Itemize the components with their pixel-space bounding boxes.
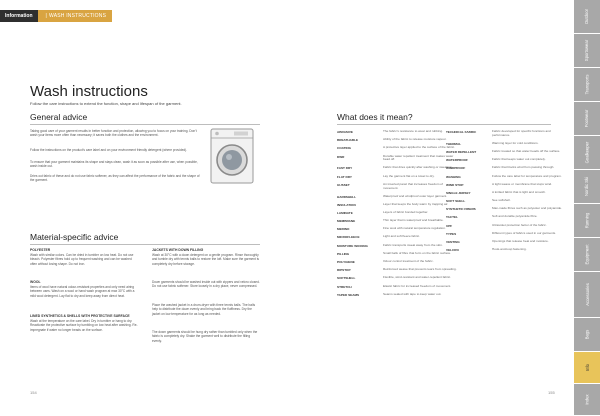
side-tab-outdoor[interactable]: [574, 0, 600, 34]
side-tabs: [574, 0, 600, 416]
glossary-def: Ability of the fabric to release moisture vapour.: [383, 137, 447, 142]
glossary-term: ABRASIVE: [337, 130, 353, 134]
glossary-def: Man-made fibres such as polyester and polyamide.: [492, 206, 562, 211]
glossary-def: Different types of fabrics used in our garments.: [492, 230, 557, 235]
side-tab-nordic-ski[interactable]: [574, 170, 600, 204]
side-tab-label: Equipment: [584, 244, 590, 265]
glossary-def: A protective layer applied to the surface of the fabric.: [383, 145, 456, 150]
glossary-def: Hook-and-loop fastening.: [492, 247, 527, 252]
glossary-def: Seams sealed with tape to keep water out.: [383, 291, 442, 296]
glossary-term: MICROFLEECE: [337, 235, 360, 240]
glossary-term: WINDPROOF: [446, 166, 466, 171]
side-tab-label: Transports: [584, 74, 590, 95]
glossary-term: MERINO: [337, 227, 350, 232]
general-advice-paragraph: Taking good care of your garment results in better function and protection, allowing you to focus on your training. Don't wash your items more often than necessary; it saves both the clothes and the environment.: [30, 129, 197, 138]
glossary-def: Lay the garment flat on a towel to dry.: [383, 173, 435, 178]
glossary-term: FLAT DRY: [337, 174, 352, 179]
side-tab-equipment[interactable]: [574, 238, 600, 272]
glossary-term: COATING: [337, 146, 352, 151]
glossary-def: Fine wool with natural temperature regulation.: [383, 226, 446, 231]
glossary-heading: What does it mean?: [337, 112, 413, 122]
glossary-term: VELCRO: [446, 248, 459, 253]
page-title: Wash instructions: [30, 83, 148, 100]
glossary-term: SYNTHETIC FIBERS: [446, 207, 476, 212]
material-title: WOOL: [30, 280, 41, 284]
glossary-def: Durable water repellent treatment that makes water bead off.: [383, 153, 454, 162]
glossary-item: [446, 224, 566, 228]
glossary-item: [337, 227, 457, 231]
glossary-term: BREATHABLE: [337, 138, 359, 143]
glossary-term: TECHNICAL FABRIC: [446, 130, 477, 134]
glossary-def: Odour control treatment of the fabric.: [383, 259, 434, 263]
side-tab-label: Running: [584, 212, 590, 229]
glossary-item: [337, 138, 457, 142]
glossary-item: [337, 252, 457, 256]
glossary-item: [337, 195, 457, 199]
material-advice-heading: Material-specific advice: [30, 232, 119, 242]
glossary-item: [337, 166, 457, 170]
glossary-item: [446, 232, 566, 236]
glossary-item: [446, 158, 566, 162]
glossary-def: Thin layer that is waterproof and breathable.: [383, 218, 444, 223]
glossary-def: Openings that release heat and moisture.: [492, 239, 549, 244]
side-tab-goalkeeper[interactable]: [574, 136, 600, 170]
glossary-term: LAMINATE: [337, 210, 353, 215]
glossary-term: WASHING: [446, 174, 461, 179]
glossary-item: [446, 215, 566, 219]
glossary-def: Ultraviolet protection factor of the fabric.: [492, 222, 547, 227]
header-title-text: WASH INSTRUCTIONS: [49, 13, 107, 19]
side-tab-bags[interactable]: [574, 318, 600, 352]
general-advice-rule: [30, 124, 260, 125]
side-tab-accessories[interactable]: [574, 272, 600, 318]
glossary-term: MOISTURE WICKING: [337, 243, 368, 248]
material-text: Wash at 30°C with a down detergent on a gentle program. Rinse thoroughly and tumble dry with tennis balls to restore the loft. Make sure the garment is completely dry before storage.: [152, 253, 260, 266]
glossary-item: [337, 244, 457, 248]
material-advice-rule: [30, 244, 260, 245]
side-tab-label: Info: [584, 364, 590, 371]
glossary-term: WIND STOP: [446, 182, 464, 187]
side-tab-label: Footwear: [584, 109, 590, 128]
glossary-item: [337, 146, 457, 150]
material-text: Place the washed jacket in a drum-dryer with three tennis balls. The balls help to distribute the down evenly and bring back the fluffiness. Dry the jacket on low temperature for as long as needed.: [152, 303, 256, 316]
glossary-item: [337, 203, 457, 207]
glossary-term: THERMAL: [446, 141, 462, 146]
side-tab-sportswear[interactable]: [574, 34, 600, 68]
glossary-item: [446, 142, 566, 146]
header-title: | WASH INSTRUCTIONS: [38, 10, 113, 22]
glossary-def: Layers of fabric bonded together.: [383, 209, 429, 214]
page-number-right: 155: [548, 390, 555, 395]
glossary-item: [337, 268, 457, 272]
side-tab-label: Accessories: [584, 283, 590, 306]
side-tab-label: Outdoor: [584, 8, 590, 25]
material-text: The down garments should be hung dry rather than tumbled only when the fabric is completely dry. Shake the garment well to distribute the filling evenly.: [152, 330, 258, 343]
glossary-term: FAST DRY: [337, 166, 353, 171]
material-title: JACKETS WITH DOWN FILLING: [152, 248, 204, 252]
glossary-def: Follow the care label for temperature and program.: [492, 173, 562, 178]
glossary-term: UPF: [446, 223, 453, 228]
glossary-def: Elastic fabric for increased freedom of movement.: [383, 283, 452, 288]
glossary-term: INSULATION: [337, 202, 356, 207]
glossary-item: [446, 183, 566, 187]
glossary-term: SOFTSHELL: [337, 276, 356, 281]
side-tab-transports[interactable]: [574, 68, 600, 102]
glossary-item: [337, 260, 457, 264]
side-tab-label: Goalkeeper: [584, 141, 590, 164]
glossary-rule: [337, 124, 551, 125]
general-advice-heading: General advice: [30, 112, 88, 122]
glossary-term: TAPED SEAMS: [337, 292, 360, 297]
side-tab-label: Bags: [584, 329, 590, 340]
side-tab-info[interactable]: [574, 352, 600, 384]
glossary-def: Fabric that blocks wind from passing through.: [492, 165, 555, 170]
glossary-def: Soft and durable polyamide fibre.: [492, 214, 538, 219]
glossary-def: Small balls of fibre that form on the fabric surface.: [383, 250, 452, 255]
glossary-term: TACTEL: [446, 215, 458, 220]
side-tab-running[interactable]: [574, 204, 600, 238]
glossary-def: Fabric that dries quickly after washing or sweating.: [383, 165, 453, 170]
washing-machine-icon: [210, 128, 254, 184]
glossary-def: Layer that keeps the body warm by trapping air.: [383, 201, 449, 206]
glossary-item: [337, 130, 457, 134]
side-tab-footwear[interactable]: [574, 102, 600, 136]
side-tab-label: Nordic Ski: [584, 176, 590, 197]
glossary-def: Fabric treated so that water beads off the surface.: [492, 148, 561, 153]
glossary-term: VENTING: [446, 240, 460, 245]
general-advice-paragraph: Follow the instructions on the product's care label and on your environment friendly detergent (where provided).: [30, 148, 188, 152]
glossary-term: WATER REPELLENT: [446, 149, 477, 154]
glossary-def: A knitted fabric that is light and smooth.: [492, 189, 546, 194]
glossary-def: Fabric developed for specific functions and performance.: [492, 129, 551, 137]
glossary-item: [337, 276, 457, 280]
general-advice-paragraph: Dries out fabric of these and do not use fabric softener, as they can affect the performance of the fabric and the shape of the garment.: [30, 174, 200, 183]
glossary-item: [446, 199, 566, 203]
glossary-item: [446, 248, 566, 252]
glossary-item: [446, 240, 566, 244]
glossary-item: [446, 150, 566, 154]
glossary-item: [337, 211, 457, 215]
material-text: Wash with similar colors. Can be dried in tumbler on low heat. Do not use bleach. Polyester fibres hold up to frequent washing and can be washed often without losing shape. Do not iron.: [30, 253, 134, 266]
general-advice-paragraph: To ensure that your garment maintains its shape and stays clean, wash it as soon as possible after use, when possible, wash inside out.: [30, 160, 198, 169]
glossary-item: [337, 183, 457, 191]
glossary-term: TYPES: [446, 231, 457, 236]
glossary-term: MEMBRANE: [337, 219, 356, 224]
glossary-def: The fabric's resistance to wear and rubbing.: [383, 129, 443, 133]
glossary-def: Reinforced weave that prevents tears from spreading.: [383, 267, 457, 272]
glossary-col-1: [337, 130, 457, 301]
glossary-def: Flexible, wind-resistant and water-repellent fabric.: [383, 275, 452, 280]
glossary-term: SOFT SHELL: [446, 199, 466, 204]
glossary-item: [337, 155, 457, 163]
glossary-term: HARDSHELL: [337, 194, 357, 199]
material-text: Down garments should be washed inside out with zippers and velcro closed. Do not use fabric softener. Store loosely in a dry place, never compressed.: [152, 280, 260, 289]
page-subtitle: Follow the care instructions to extend the function, shape and lifespan of the garment.: [30, 101, 182, 106]
glossary-item: [337, 175, 457, 179]
glossary-term: PILLING: [337, 251, 350, 256]
glossary-def: Light and soft fleece fabric.: [383, 234, 420, 239]
page-number-left: 154: [30, 390, 37, 395]
glossary-item: [337, 293, 457, 297]
glossary-def: Warming layer for cold conditions.: [492, 140, 539, 145]
glossary-item: [446, 166, 566, 170]
side-tab-label: Sportswear: [584, 39, 590, 62]
glossary-item: [337, 285, 457, 289]
header-bar: [0, 10, 112, 22]
glossary-term: POLYGIENE: [337, 260, 355, 264]
material-text: Wash at the temperature on the care label. Dry in tumbler or hang to dry. Reactivate the protective surface by tumbling on low heat after washing. Re-impregnate if water no longer beads on the surface.: [30, 319, 138, 332]
glossary-item: [446, 175, 566, 179]
glossary-term: RIPSTOP: [337, 268, 351, 273]
glossary-col-2: [446, 130, 566, 256]
glossary-def: Waterproof and windproof outer layer garment.: [383, 193, 448, 198]
glossary-item: [446, 191, 566, 195]
glossary-term: DWR: [337, 154, 345, 159]
material-text: Items of wool have natural odour-resistant properties and only need airing between uses. Wash on a wool or hand wash program at max 30°C with a mild wool detergent. Lay flat to dry and keep away from direct heat.: [30, 285, 135, 298]
glossary-def: Fabric transports sweat away from the skin.: [383, 242, 443, 247]
glossary-def: Fabric that keeps water out completely.: [492, 157, 546, 162]
glossary-item: [337, 235, 457, 239]
glossary-def: An inserted panel that increases freedom of movement.: [383, 181, 443, 190]
glossary-item: [446, 207, 566, 211]
glossary-term: STRETCH: [337, 284, 352, 289]
header-tag: Information: [0, 10, 38, 22]
glossary-term: GUSSET: [337, 182, 350, 187]
glossary-def: A tight weave or membrane that stops wind.: [492, 181, 553, 186]
side-tab-index[interactable]: [574, 384, 600, 416]
material-title: POLYESTER: [30, 248, 51, 252]
glossary-item: [337, 219, 457, 223]
material-title: LINED SYNTHETICS & SHELLS WITH PROTECTIVE SURFACE: [30, 314, 130, 318]
glossary-term: SINGLE JERSEY: [446, 190, 471, 195]
glossary-term: WATERPROOF: [446, 158, 468, 163]
glossary-item: [446, 130, 566, 138]
side-tab-label: Index: [584, 394, 590, 405]
glossary-def: See softshell.: [492, 198, 511, 203]
